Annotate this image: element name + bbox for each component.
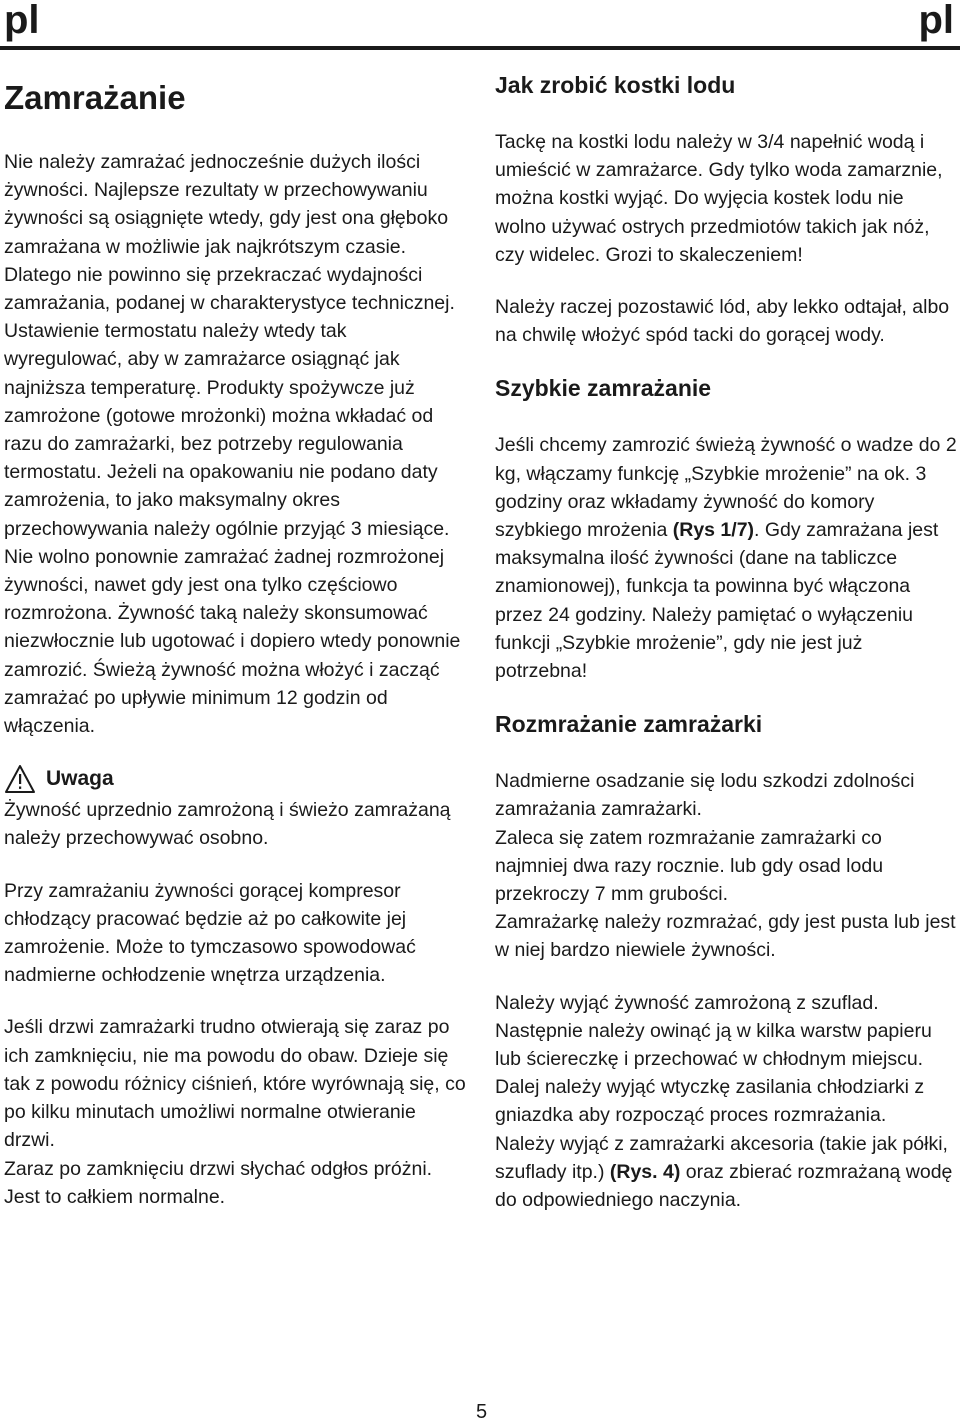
fast-freezing-text-b: . Gdy zamrażana jest maksymalna ilość żywności (dane na tabliczce znamionowej), funkcja ta powinna być włączona przez 24 godziny. Należy pamiętać o wyłączeniu funkcji „Szybkie mrożenie”, gdy nie jest już potrzebna! <box>495 519 939 683</box>
warning-triangle-icon <box>4 764 36 794</box>
defrost-text-1c: Zamrażarkę należy rozmrażać, gdy jest pusta lub jest w niej bardzo niewiele żywności. <box>495 911 956 962</box>
section-title-fast-freezing: Szybkie zamrażanie <box>495 375 712 402</box>
warning-text: Żywność uprzednio zamrożoną i świeżo zamrażaną należy przechowywać osobno. <box>4 799 451 850</box>
right-column <box>495 70 957 1238</box>
section-title-freezing: Zamrażanie <box>4 79 186 116</box>
freezing-paragraph: Nie należy zamrażać jednocześnie dużych ilości żywności. Najlepsze rezultaty w przechowywaniu żywności są osiągnięte wtedy, gdy jest ona głęboko zamrażana w możliwie jak najkrótszym czasie. Dlatego nie powinno się przekraczać wydajności zamrażania, podanej w charakterystyce technicznej. Ustawienie termostatu należy wtedy tak wyregulować, aby w zamrażarce osiągnąć jak najniższa temperaturę. Produkty spożywcze już zamrożone (gotowe mrożonki) można wkładać od razu do zamrażarki, bez potrzeby regulowania termostatu. Jeżeli na opakowaniu nie podano daty zamrożenia, to jako maksymalny okres przechowywania należy ogólnie przyjąć 3 miesiące. Nie wolno ponownie zamrażać żadnej rozmrożonej żywności, nawet gdy jest ona tylko częściowo rozmrożona. Żywność taką należy skonsumować niezwłocznie lub ugotować i dopiero wtedy ponownie zamrozić. Świeżą żywność można włożyć i zacząć zamrażać po upływie minimum 12 godzin od włączenia. <box>4 151 461 738</box>
defrost-text-1a: Nadmierne osadzanie się lodu szkodzi zdolności zamrażania zamrażarki. <box>495 770 915 821</box>
section-title-defrosting: Rozmrażanie zamrażarki <box>495 711 763 738</box>
warning-title: Uwaga <box>46 767 114 791</box>
page-number: 5 <box>476 1401 488 1423</box>
ice-paragraph-2: Należy raczej pozostawić lód, aby lekko odtajał, albo na chwilę włożyć spód tacki do gorącej wody. <box>495 296 950 347</box>
fast-freezing-text-a: Jeśli chcemy zamrozić świeżą żywność o wadze do 2 kg, włączamy funkcję „Szybkie mrożenie” na ok. 3 godziny oraz wkładamy żywność do komory szybkiego mrożenia <box>495 434 957 542</box>
left-column <box>4 70 466 1235</box>
defrost-text-1b: Zaleca się zatem rozmrażanie zamrażarki co najmniej dwa razy rocznie. lub gdy osad lodu przekroczy 7 mm grubości. <box>495 826 884 906</box>
defrost-paragraph-1 <box>495 767 957 964</box>
defrost-text-2b: Dalej należy wyjąć wtyczkę zasilania chłodziarki z gniazdka aby rozpocząć proces rozmrażania. <box>495 1076 925 1127</box>
door-paragraph: Jeśli drzwi zamrażarki trudno otwierają się zaraz po ich zamknięciu, nie ma powodu do obaw. Dzieje się tak z powodu różnicy ciśnień, które wyrównają się, co po kilku minutach umożliwi normalne otwieranie drzwi. <box>4 1016 466 1152</box>
defrost-text-2c-b: oraz zbierać rozmrażaną wodę do odpowiedniego naczynia. <box>495 1160 953 1212</box>
language-code-left: pl <box>4 0 40 42</box>
figure-reference-4: (Rys. 4) <box>609 1160 681 1183</box>
vacuum-paragraph: Zaraz po zamknięciu drzwi słychać odgłos próżni. Jest to całkiem normalne. <box>4 1157 433 1208</box>
defrost-text-2a: Należy wyjąć żywność zamrożoną z szuflad. Następnie należy owinąć ją w kilka warstw papieru lub ściereczkę i przechować w chłodnym miejscu. <box>495 991 932 1071</box>
section-title-ice-cubes: Jak zrobić kostki lodu <box>495 72 736 98</box>
header-rule <box>0 46 960 50</box>
ice-paragraph-1: Tackę na kostki lodu należy w 3/4 napełnić wodą i umieścić w zamrażarce. Gdy tylko woda zamarznie, można kostki wyjąć. Do wyjęcia kostek lodu nie wolno używać ostrych przedmiotów takich jak nóż, czy widelec. Grozi to skaleczeniem! <box>495 131 943 266</box>
hot-food-paragraph: Przy zamrażaniu żywności gorącej kompresor chłodzący pracować będzie aż po całkowite jej zamrożenie. Może to tymczasowo spowodować nadmierne ochłodzenie wnętrza urządzenia. <box>4 879 416 987</box>
defrost-text-2c <box>495 1130 957 1215</box>
warning-header <box>4 764 466 794</box>
language-code-right: pl <box>918 0 954 42</box>
defrost-text-2c-a: Należy wyjąć z zamrażarki akcesoria (takie jak półki, szuflady itp.) <box>495 1132 948 1183</box>
fast-freezing-paragraph <box>495 431 957 685</box>
defrost-paragraph-2 <box>495 989 957 1215</box>
figure-reference-1-7: (Rys 1/7) <box>672 519 755 542</box>
